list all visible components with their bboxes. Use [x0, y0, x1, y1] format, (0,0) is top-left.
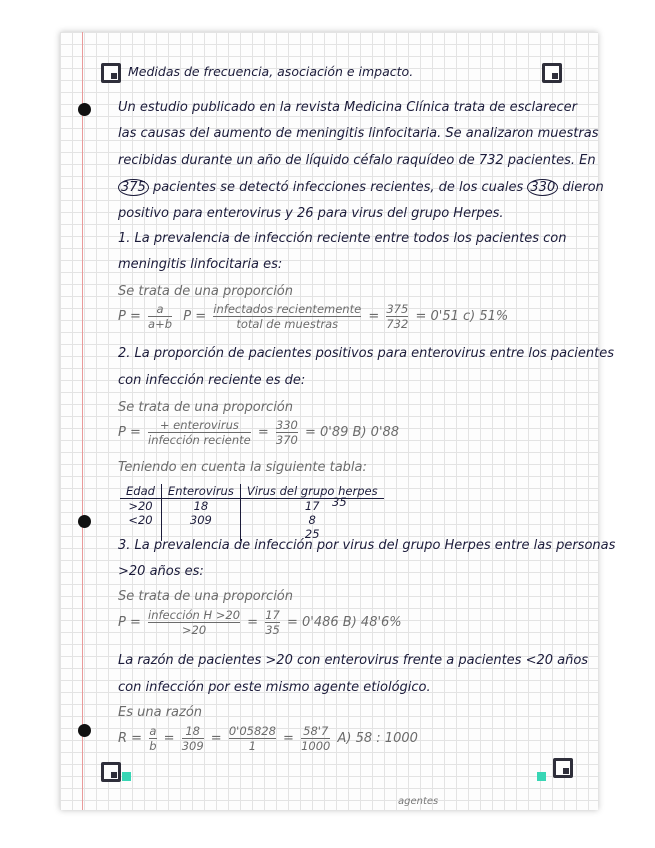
table-cell: >20: [120, 499, 161, 514]
table-intro: Teniendo en cuenta la siguiente tabla:: [118, 460, 367, 475]
denominator: 309: [181, 739, 204, 753]
table-header: Edad: [120, 484, 161, 499]
numerator: 330: [275, 418, 298, 432]
q4-line-1: La razón de pacientes >20 con enterovirus frente a pacientes <20 años: [118, 653, 589, 668]
formula-label: P =: [118, 309, 141, 324]
q2-line-2: con infección reciente es de:: [118, 373, 306, 388]
denominator: 1000: [301, 739, 331, 753]
q1-note: Se trata de una proporción: [118, 284, 293, 299]
intro-line-4-tail: dieron: [562, 180, 604, 195]
q1-line-1: 1. La prevalencia de infección reciente entre todos los pacientes con: [118, 231, 567, 246]
fraction: [265, 608, 280, 637]
intro-line-1: Un estudio publicado en la revista Medicina Clínica trata de esclarecer: [118, 100, 577, 115]
q2-note: Se trata de una proporción: [118, 400, 293, 415]
top-right-corner-icon: [542, 63, 562, 83]
table-cell: 17: [304, 499, 320, 513]
intro-line-4: [118, 180, 604, 195]
numerator: a: [148, 302, 172, 317]
q1-line-2: meningitis linfocitaria es:: [118, 257, 283, 272]
circled-number: 375: [118, 179, 149, 196]
teal-marker-right-icon: [537, 772, 546, 781]
result: A) 58 : 1000: [337, 731, 418, 746]
numerator: 0'05828: [228, 724, 276, 738]
equals-sign: =: [210, 731, 222, 746]
fraction: [213, 302, 361, 331]
binder-hole-2: [78, 515, 91, 528]
q3-note: Se trata de una proporción: [118, 589, 293, 604]
q1-formula: [118, 302, 508, 331]
fraction: [301, 724, 330, 753]
intro-line-4-text: pacientes se detectó infecciones recientes, de los cuales: [152, 180, 524, 195]
denominator: b: [149, 739, 157, 753]
result: = 0'89 B) 0'88: [305, 425, 400, 440]
formula-label: P =: [183, 309, 207, 324]
fraction: [148, 418, 251, 447]
circled-number: 330: [527, 179, 558, 196]
fraction: [149, 724, 156, 753]
q2-line-1: 2. La proporción de pacientes positivos para enterovirus entre los pacientes: [118, 346, 614, 361]
intro-line-5: positivo para enterovirus y 26 para virus del grupo Herpes.: [118, 206, 504, 221]
numerator: infección H >20: [148, 608, 241, 622]
page-title: Medidas de frecuencia, asociación e impacto.: [128, 64, 414, 79]
numerator: 17: [265, 608, 280, 622]
bottom-right-corner-icon: [553, 758, 573, 778]
denominator: infección reciente: [148, 433, 251, 447]
table-row: [120, 513, 384, 527]
q4-formula: [118, 724, 418, 753]
data-table: [120, 484, 384, 541]
denominator: 1: [248, 739, 257, 753]
denominator: 370: [275, 433, 298, 447]
bottom-left-corner-icon: [101, 762, 121, 782]
fraction: [148, 608, 240, 637]
formula-label: P =: [118, 615, 141, 630]
table-header: Virus del grupo herpes: [240, 484, 383, 499]
denominator: 35: [265, 623, 280, 637]
intro-line-3: recibidas durante un año de líquido céfalo raquídeo de 732 pacientes. En: [118, 153, 596, 168]
table-cell: 18: [161, 499, 240, 514]
equals-sign: =: [283, 731, 294, 746]
numerator: 18: [182, 724, 204, 739]
fraction: [229, 724, 276, 753]
table-side-total: 35: [332, 495, 347, 509]
q3-line-1: 3. La prevalencia de infección por virus del grupo Herpes entre las personas: [118, 538, 616, 553]
q4-line-2: con infección por este mismo agente etiológico.: [118, 680, 431, 695]
result: = 0'486 B) 48'6%: [286, 615, 402, 630]
q3-line-2: >20 años es:: [118, 564, 204, 579]
equals-sign: =: [368, 309, 380, 324]
q3-formula: [118, 608, 402, 637]
binder-hole-3: [78, 724, 91, 737]
numerator: infectados recientemente: [213, 302, 362, 316]
q4-note: Es una razón: [118, 705, 203, 720]
numerator: 58'7: [301, 724, 330, 739]
fraction: [386, 302, 408, 331]
formula-label: R =: [118, 731, 143, 746]
result: = 0'51 c) 51%: [415, 309, 509, 324]
table-cell: 309: [161, 513, 240, 527]
margin-line: [82, 32, 83, 810]
formula-label: P =: [118, 425, 141, 440]
denominator: >20: [181, 623, 207, 637]
equals-sign: =: [257, 425, 269, 440]
top-left-corner-icon: [101, 63, 121, 83]
teal-marker-left-icon: [122, 772, 131, 781]
denominator: 732: [386, 317, 409, 331]
fraction: [276, 418, 298, 447]
intro-line-2: las causas del aumento de meningitis linfocitaria. Se analizaron muestras: [118, 126, 599, 141]
table-header: Enterovirus: [161, 484, 240, 499]
fraction: [182, 724, 204, 753]
bleed-through-text: agentes: [398, 796, 439, 807]
table-cell: 8: [308, 513, 316, 527]
denominator: total de muestras: [236, 317, 339, 331]
q2-formula: [118, 418, 399, 447]
equals-sign: =: [247, 615, 259, 630]
fraction: [148, 302, 172, 331]
binder-hole-1: [78, 103, 91, 116]
denominator: a+b: [148, 317, 172, 331]
numerator: + enterovirus: [148, 418, 251, 433]
table-total-cell: 25: [304, 527, 320, 541]
numerator: a: [149, 724, 157, 738]
equals-sign: =: [163, 731, 175, 746]
numerator: 375: [386, 302, 409, 316]
table-cell: <20: [120, 513, 161, 527]
